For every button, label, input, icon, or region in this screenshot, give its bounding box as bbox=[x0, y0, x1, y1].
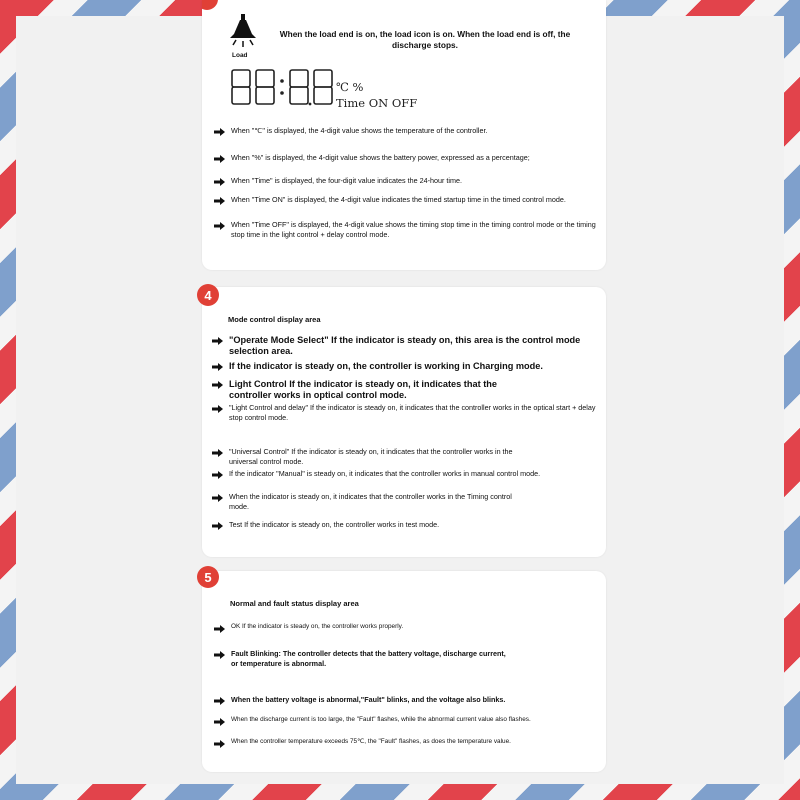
lcd-units: ℃ % bbox=[336, 80, 364, 94]
list-item: When "℃" is displayed, the 4-digit value shows the temperature of the controller. bbox=[214, 126, 599, 136]
arrow-right-icon bbox=[214, 197, 225, 205]
arrow-right-icon bbox=[212, 471, 223, 479]
lcd-digit-display bbox=[230, 68, 338, 108]
list-item: When the discharge current is too large, the "Fault" flashes, while the abnormal current value also flashes. bbox=[214, 716, 599, 726]
load-label: Load bbox=[232, 52, 248, 59]
list-item: If the indicator "Manual" is steady on, it indicates that the controller works in manual control mode. bbox=[212, 469, 542, 479]
list-item: "Operate Mode Select" If the indicator is steady on, this area is the control mode selection area. bbox=[212, 335, 597, 357]
mode-control-card bbox=[202, 287, 606, 557]
arrow-right-icon bbox=[214, 222, 225, 230]
section-title: Mode control display area bbox=[228, 315, 321, 324]
lamp-icon bbox=[228, 14, 258, 50]
list-item: Light Control If the indicator is steady on, it indicates that the controller works in optical control mode. bbox=[212, 379, 512, 401]
arrow-right-icon bbox=[212, 405, 223, 413]
list-item: Fault Blinking: The controller detects that the battery voltage, discharge current, or temperature is abnormal. bbox=[214, 649, 514, 668]
list-item: "Light Control and delay" If the indicator is steady on, it indicates that the controller works in the optical start + delay stop control mode. bbox=[212, 403, 604, 422]
arrow-right-icon bbox=[214, 718, 225, 726]
section-badge bbox=[202, 0, 218, 10]
arrow-right-icon bbox=[214, 155, 225, 163]
list-item: When the battery voltage is abnormal,"Fault" blinks, and the voltage also blinks. bbox=[214, 695, 599, 705]
list-item: "Universal Control" If the indicator is steady on, it indicates that the controller works in the universal control mode. bbox=[212, 447, 542, 466]
section-badge: 4 bbox=[197, 284, 219, 306]
arrow-right-icon bbox=[214, 625, 225, 633]
section-title: Normal and fault status display area bbox=[230, 599, 359, 608]
arrow-right-icon bbox=[212, 494, 223, 502]
list-item: OK If the indicator is steady on, the controller works properly. bbox=[214, 623, 599, 633]
list-item: When "Time ON" is displayed, the 4-digit value indicates the timed startup time in the timed control mode. bbox=[214, 195, 574, 205]
arrow-right-icon bbox=[212, 363, 223, 371]
arrow-right-icon bbox=[212, 337, 223, 345]
arrow-right-icon bbox=[214, 740, 225, 748]
load-description: When the load end is on, the load icon is on. When the load end is off, the discharge stops. bbox=[279, 29, 571, 50]
lcd-modes: Time ON OFF bbox=[336, 96, 418, 110]
list-item: When "%" is displayed, the 4-digit value shows the battery power, expressed as a percentage; bbox=[214, 153, 599, 163]
arrow-right-icon bbox=[214, 651, 225, 659]
load-and-display-card bbox=[202, 0, 606, 270]
arrow-right-icon bbox=[212, 381, 223, 389]
list-item: If the indicator is steady on, the controller is working in Charging mode. bbox=[212, 361, 597, 372]
list-item: Test If the indicator is steady on, the controller works in test mode. bbox=[212, 520, 597, 530]
list-item: When "Time OFF" is displayed, the 4-digit value shows the timing stop time in the timing control mode or the timing stop time in the light control + delay control mode. bbox=[214, 220, 602, 239]
status-display-card bbox=[202, 571, 606, 772]
arrow-right-icon bbox=[214, 178, 225, 186]
list-item: When the controller temperature exceeds 75℃, the "Fault" flashes, as does the temperature value. bbox=[214, 738, 599, 748]
section-badge: 5 bbox=[197, 566, 219, 588]
list-item: When the indicator is steady on, it indicates that the controller works in the Timing control mode. bbox=[212, 492, 512, 511]
arrow-right-icon bbox=[212, 522, 223, 530]
arrow-right-icon bbox=[214, 697, 225, 705]
list-item: When "Time" is displayed, the four-digit value indicates the 24-hour time. bbox=[214, 176, 599, 186]
arrow-right-icon bbox=[214, 128, 225, 136]
arrow-right-icon bbox=[212, 449, 223, 457]
